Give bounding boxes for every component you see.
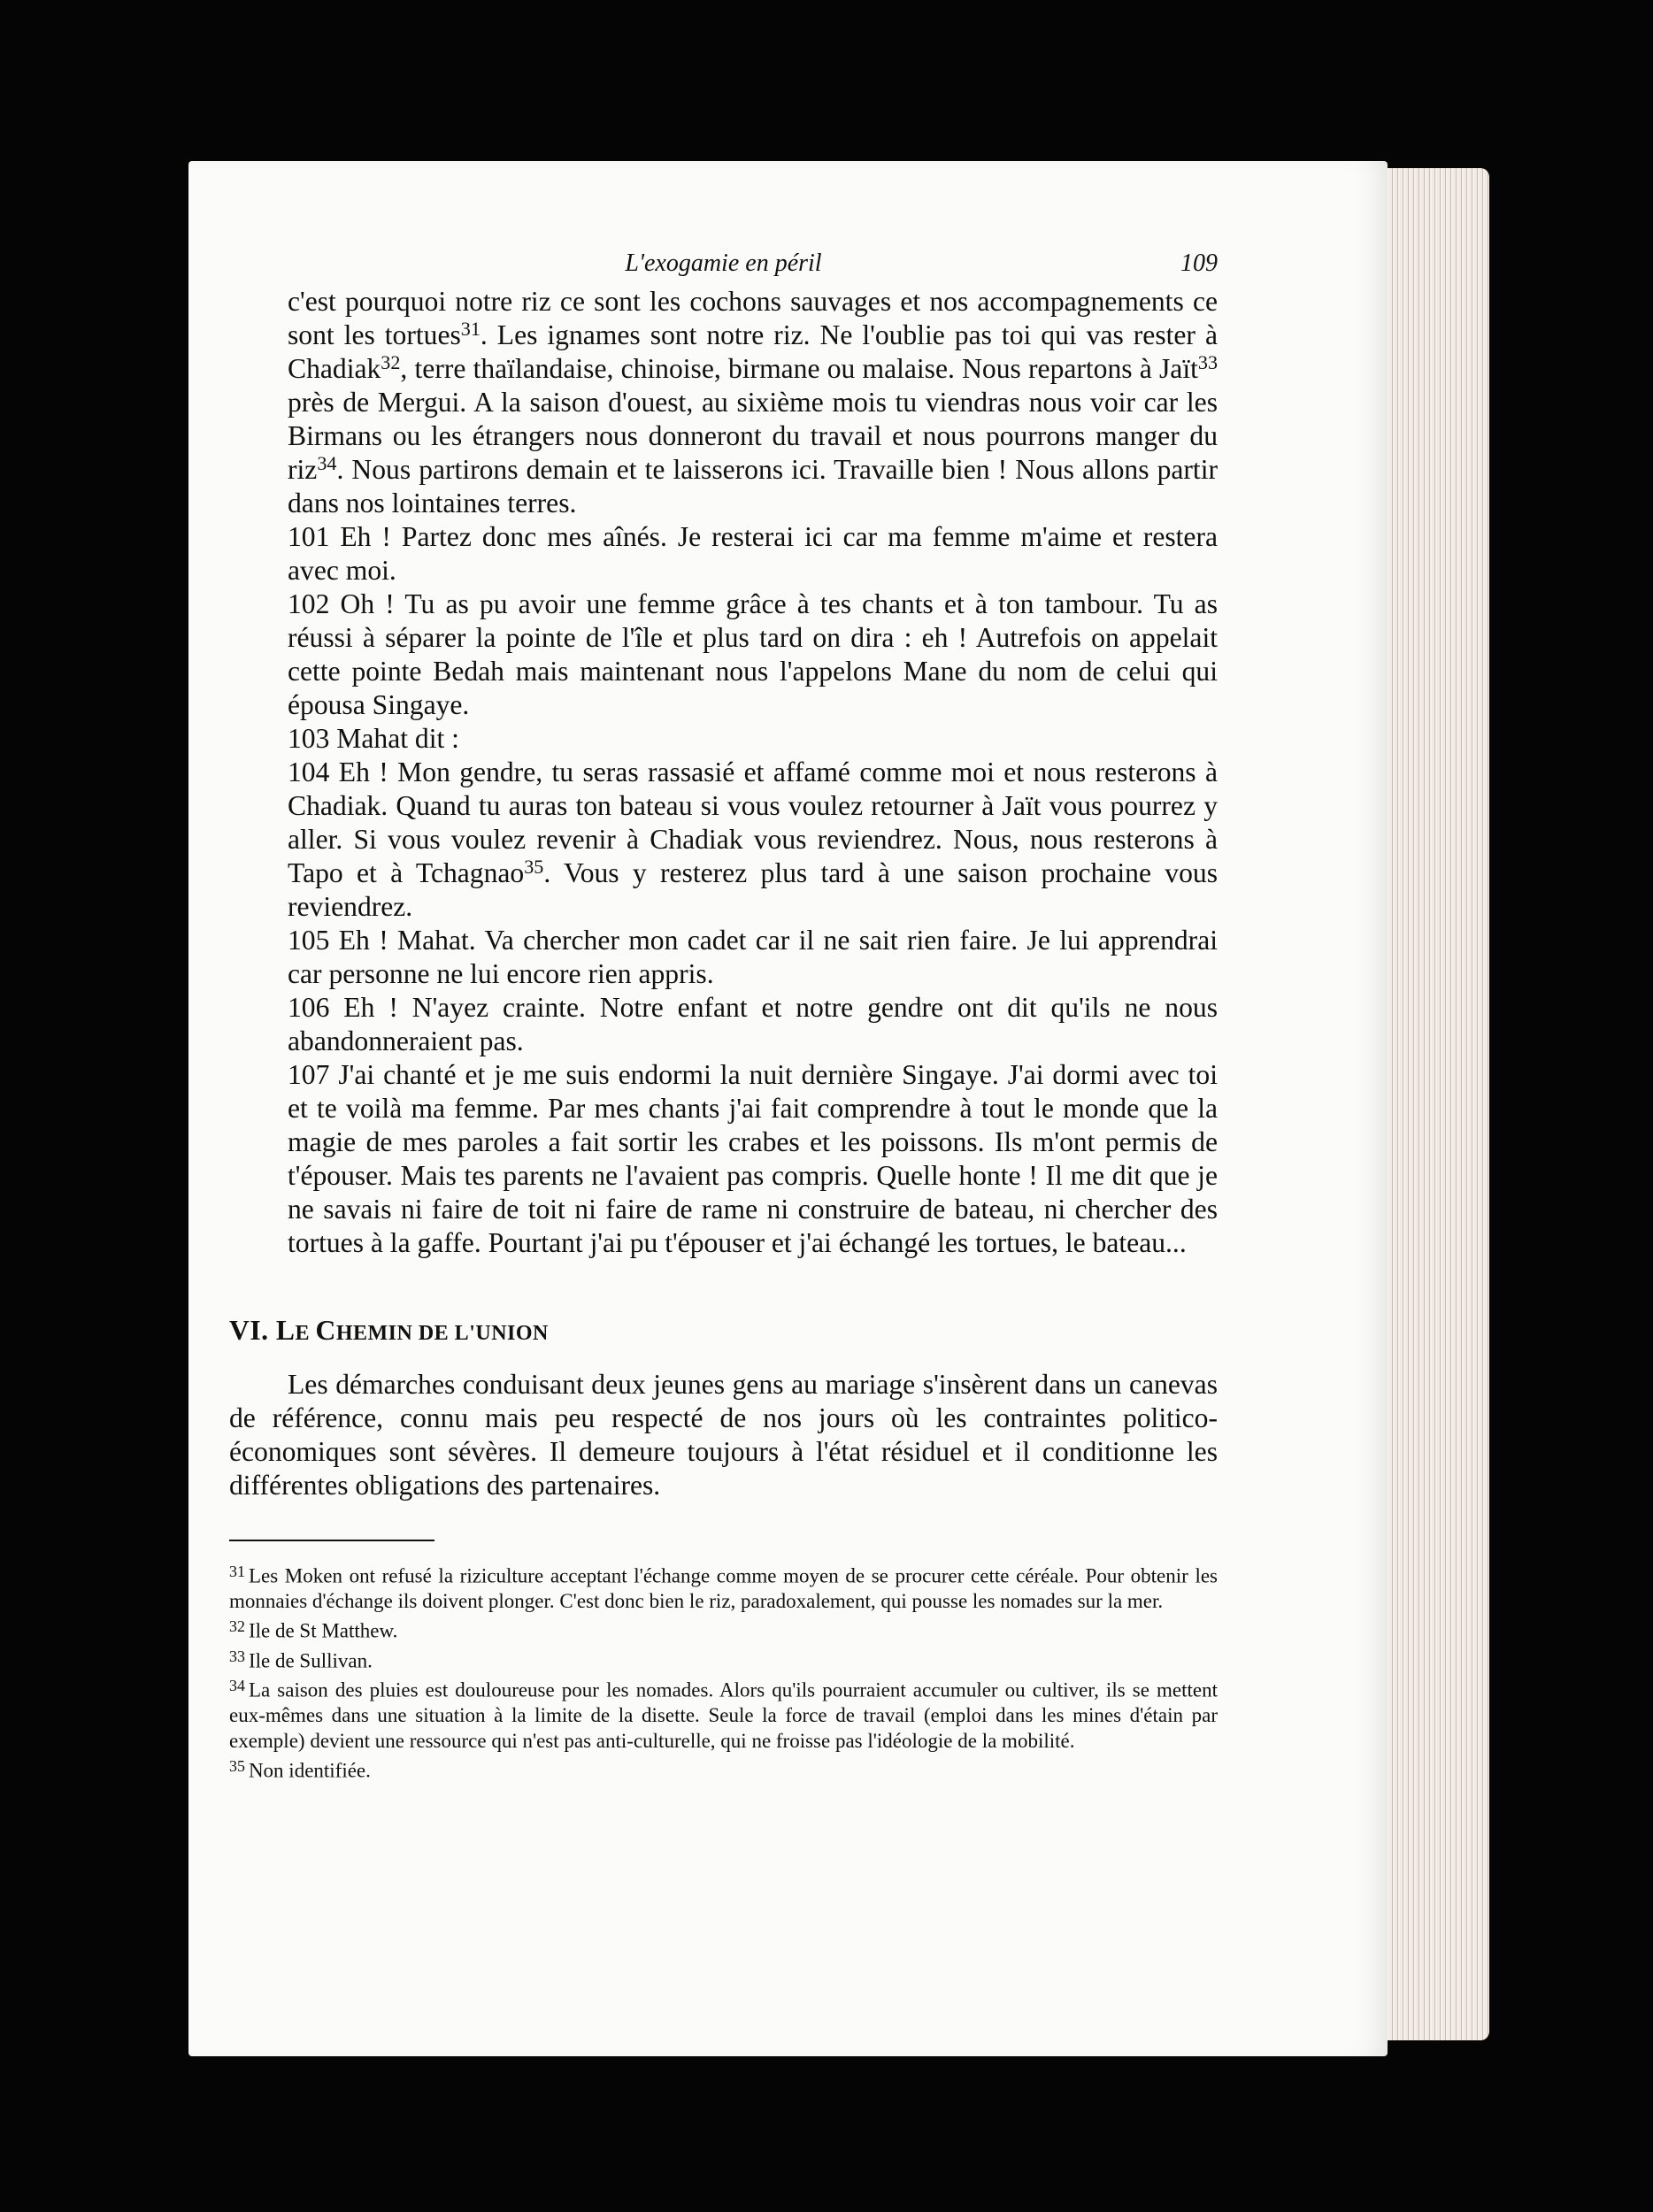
verse-paragraph (229, 924, 1218, 991)
footnotes (229, 1559, 1218, 1783)
footnote-number: 34 (229, 1676, 245, 1694)
section-initial-2: C (315, 1315, 336, 1346)
running-head (229, 250, 1218, 285)
verse-text: 107 J'ai chanté et je me suis endormi la nuit dernière Singaye. J'ai dormi avec toi et te voilà ma femme. Par mes chants j'ai fait comprendre à tout le monde que la magie de mes paroles a fait sortir les crabes et les poissons. Ils m'ont permis de t'épouser. Mais tes parents ne l'avaient pas compris. Quelle honte ! Il me dit que je ne savais ni faire de toit ni faire de rame ni construire de bateau, ni chercher des tortues à la gaffe. Pourtant j'ai pu t'épouser et j'ai échangé les tortues, le bateau... (288, 1059, 1218, 1258)
footnote-rule (229, 1540, 434, 1541)
verse-paragraph (229, 520, 1218, 588)
footnote-number: 35 (229, 1757, 245, 1776)
verse-text: . Les ignames sont notre riz. Ne l'oublie pas toi qui vas rester à Chadiak (288, 319, 1218, 384)
verse-text: 106 Eh ! N'ayez crainte. Notre enfant et notre gendre ont dit qu'ils ne nous abandonneraient pas. (288, 992, 1218, 1056)
verse-text: près de Mergui. A la saison d'ouest, au sixième mois tu viendras nous voir car les Birmans ou les étrangers nous donneront du travail et nous pourrons manger du riz (288, 387, 1218, 485)
verse-text: 103 Mahat dit : (288, 723, 459, 754)
verse-text: 105 Eh ! Mahat. Va chercher mon cadet car il ne sait rien faire. Je lui apprendrai car personne ne lui encore rien appris. (288, 925, 1218, 989)
footnote-reference[interactable]: 32 (381, 351, 401, 374)
section-number: VI. (229, 1315, 269, 1346)
footnote-text: Ile de St Matthew. (248, 1619, 398, 1642)
verse-text: 102 Oh ! Tu as pu avoir une femme grâce à tes chants et à ton tambour. Tu as réussi à séparer la pointe de l'île et plus tard on dira : eh ! Autrefois on appelait cette pointe Bedah mais maintenant nous l'appelons Mane du nom de celui qui épousa Singaye. (288, 588, 1218, 720)
footnote-reference[interactable]: 31 (460, 318, 481, 341)
footnote-reference[interactable]: 34 (317, 452, 337, 475)
verse-text: , terre thaïlandaise, chinoise, birmane ou malaise. Nous repartons à Jaït (400, 353, 1198, 384)
verse-text: c'est pourquoi notre riz ce sont les cochons sauvages et nos accompagnements ce sont les tortues (288, 286, 1218, 350)
verse-paragraph (229, 285, 1218, 520)
footnote-number: 31 (229, 1563, 245, 1580)
footnote-text: Les Moken ont refusé la riziculture acceptant l'échange comme moyen de se procurer cette céréale. Pour obtenir les monnaies d'échange ils doivent plonger. C'est donc bien le riz, paradoxalement, qui pousse les nomades sur la mer. (229, 1564, 1218, 1613)
book-page (188, 161, 1388, 2056)
verse-text: 101 Eh ! Partez donc mes aînés. Je resterai ici car ma femme m'aime et restera avec moi. (288, 521, 1218, 586)
verse-paragraph (229, 1058, 1218, 1260)
footnote-text: Non identifiée. (248, 1759, 371, 1782)
verse-paragraph (229, 991, 1218, 1058)
section-rest-2: HEMIN DE L'UNION (335, 1322, 549, 1345)
section-rest-1: E (295, 1322, 316, 1345)
section-heading (229, 1315, 1218, 1347)
footnote (229, 1614, 1218, 1643)
verse-block (229, 285, 1218, 1260)
footnote-reference[interactable]: 35 (524, 856, 544, 879)
footnote (229, 1673, 1218, 1754)
verse-paragraph (229, 722, 1218, 756)
body-paragraph: Les démarches conduisant deux jeunes gens au mariage s'insèrent dans un canevas de référence, connu mais peu respecté de nos jours où les contraintes politico-économiques sont sévères. Il demeure toujours à l'état résiduel et il conditionne les différentes obligations des partenaires. (229, 1369, 1218, 1501)
verse-paragraph (229, 588, 1218, 722)
footnote-number: 33 (229, 1647, 245, 1665)
footnote (229, 1644, 1218, 1673)
running-title: L'exogamie en péril (625, 250, 822, 277)
verse-paragraph (229, 756, 1218, 924)
page-content (229, 250, 1218, 1783)
footnote (229, 1559, 1218, 1614)
section-initial-1: L (275, 1315, 296, 1346)
page-number: 109 (1180, 250, 1218, 277)
verse-text: . Nous partirons demain et te laisserons ici. Travaille bien ! Nous allons partir dans nos lointaines terres. (288, 454, 1218, 518)
verse-text: 104 Eh ! Mon gendre, tu seras rassasié et affamé comme moi et nous resterons à Chadiak. Quand tu auras ton bateau si vous voulez retourner à Jaït vous pourrez y aller. Si vous voulez revenir à Chadiak vous reviendrez. Nous, nous resterons à Tapo et à Tchagnao (288, 757, 1218, 888)
footnote-text: La saison des pluies est douloureuse pour les nomades. Alors qu'ils pourraient accumuler ou cultiver, ils se mettent eux-mêmes dans une situation à la limite de la disette. Seule la force de travail (emploi dans les mines d'étain par exemple) devient une ressource qui n'est pas anti-culturelle, qui ne froisse pas l'idéologie de la mobilité. (229, 1678, 1218, 1753)
verse-text: . Vous y resterez plus tard à une saison prochaine vous reviendrez. (288, 857, 1218, 922)
footnote (229, 1754, 1218, 1783)
footnote-reference[interactable]: 33 (1197, 351, 1218, 374)
footnote-number: 32 (229, 1617, 245, 1636)
footnote-text: Ile de Sullivan. (248, 1648, 373, 1671)
